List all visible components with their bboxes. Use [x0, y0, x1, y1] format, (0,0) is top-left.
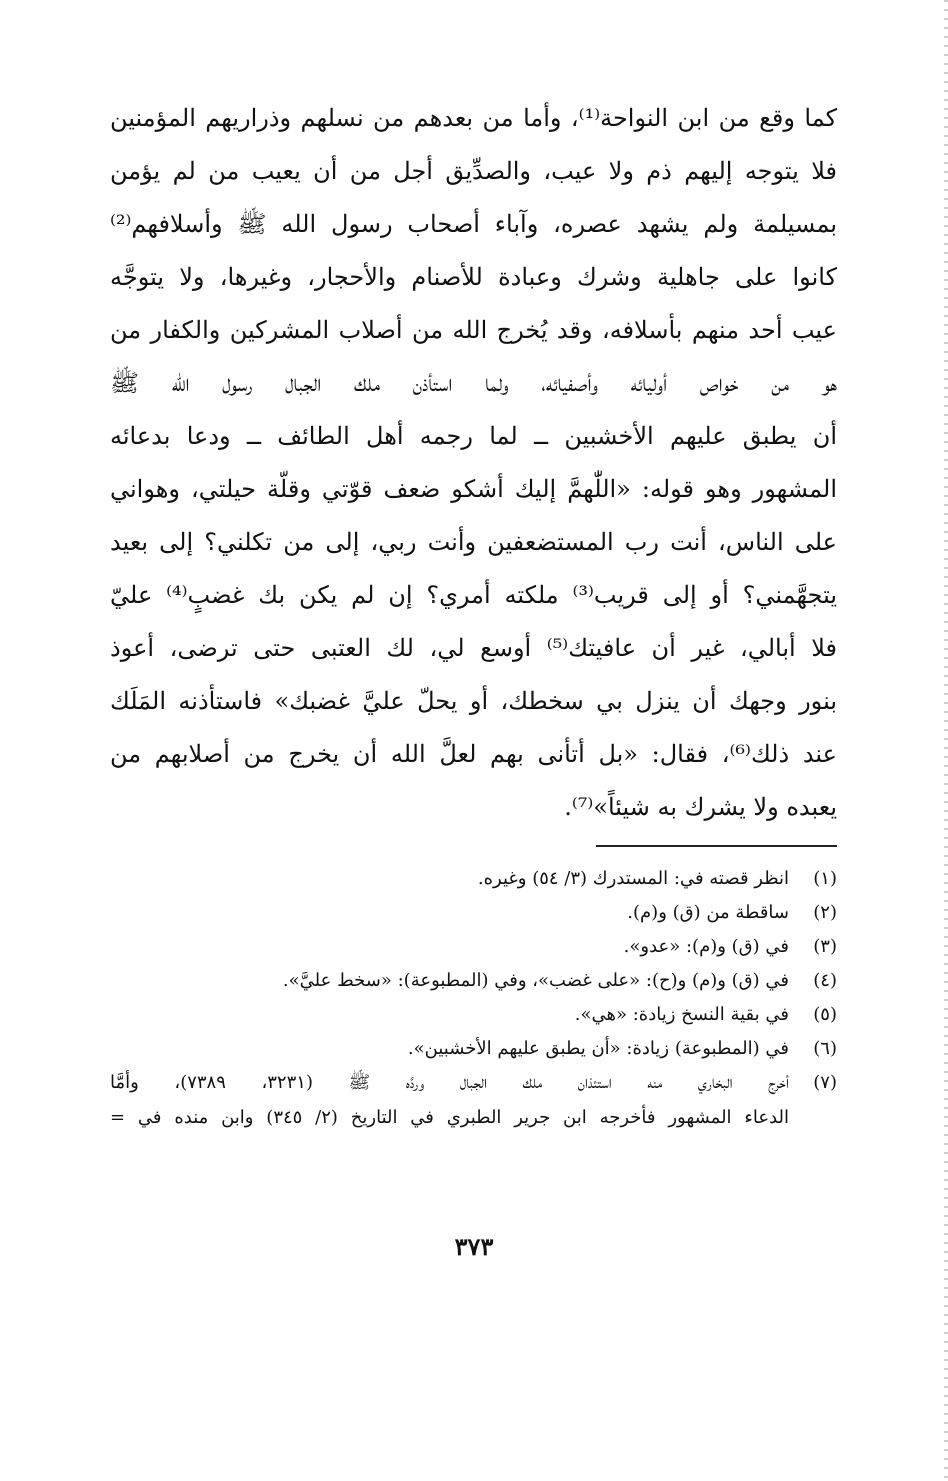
footnote: [110, 930, 837, 964]
text-line: هو من خواص أوليائه وأصفيائه، ولما استأذن ملك الجبال رسول الله ﷺ: [110, 369, 837, 397]
text-line: بنور وجهك أن ينزل بي سخطك، أو يحلّ عليَّ غضبك» فاستأذنه المَلَك: [110, 687, 837, 715]
footnotes-block: [110, 862, 837, 1136]
footnote: [110, 896, 837, 930]
footnote-number: (٥): [813, 1004, 837, 1025]
text-line: أن يطبق عليهم الأخشبين ــ لما رجمه أهل الطائف ــ ودعا بدعائه: [110, 422, 837, 450]
footnote-text: في (المطبوعة) زيادة: «أن يطبق عليهم الأخشبين».: [407, 1038, 789, 1059]
footnote-text: في بقية النسخ زيادة: «هي».: [574, 1004, 789, 1025]
footnote-text: في (ق) و(م) و(ح): «على غضب»، وفي (المطبوعة): «سخط عليَّ».: [282, 970, 789, 991]
text-line: بمسيلمة ولم يشهد عصره، وآباء أصحاب رسول الله ﷺ وأسلافهم⁽²⁾: [110, 210, 837, 238]
footnote-text: أخرج البخاري منه استئذان ملك الجبال وردَّه ﷺ (٣٢٣١، ٧٣٨٩)، وأمَّا: [110, 1072, 789, 1093]
footnote-number: (١): [813, 868, 837, 889]
page-number: ٣٧٣: [454, 1232, 494, 1261]
text-line: عيب أحد منهم بأسلافه، وقد يُخرج الله من أصلاب المشركين والكفار من: [110, 316, 837, 344]
footnote: [110, 964, 837, 998]
footnote-text: ساقطة من (ق) و(م).: [627, 902, 789, 923]
text-line: يعبده ولا يشرك به شيئاً»⁽⁷⁾.: [564, 793, 837, 821]
text-line: على الناس، أنت رب المستضعفين وأنت ربي، إلى من تكلني؟ إلى بعيد: [110, 528, 837, 556]
text-line: فلا أبالي، غير أن عافيتك⁽⁵⁾ أوسع لي، لك العتبى حتى ترضى، أعوذ: [110, 634, 837, 662]
footnote-number: (٢): [813, 902, 837, 923]
footnote-continuation: الدعاء المشهور فأخرجه ابن جرير الطبري في التاريخ (٢/ ٣٤٥) وابن منده في =: [110, 1107, 789, 1128]
footnote-number: (٣): [813, 936, 837, 957]
footnote-text: انظر قصته في: المستدرك (٣/ ٥٤) وغيره.: [477, 868, 789, 889]
text-line: فلا يتوجه إليهم ذم ولا عيب، والصدِّيق أجل من أن يعيب من لم يؤمن: [110, 157, 837, 185]
text-line: كانوا على جاهلية وشرك وعبادة للأصنام والأحجار، وغيرها، ولا يتوجَّه: [110, 263, 837, 291]
footnote: [110, 1066, 837, 1100]
main-text-block: [110, 92, 837, 834]
footnote: [110, 862, 837, 896]
footnote: [110, 1032, 837, 1066]
footnote-number: (٤): [813, 970, 837, 991]
text-line: عند ذلك⁽⁶⁾، فقال: «بل أتأنى بهم لعلَّ الله أن يخرج من أصلابهم من: [110, 740, 837, 768]
footnote-number: (٧): [813, 1072, 837, 1093]
footnote-number: (٦): [813, 1038, 837, 1059]
text-line: كما وقع من ابن النواحة⁽¹⁾، وأما من بعدهم من نسلهم وذراريهم المؤمنين: [110, 104, 837, 132]
footnote-text: في (ق) و(م): «عدو».: [623, 936, 789, 957]
text-line: المشهور وهو قوله: «اللّٰهمَّ إليك أشكو ضعف قوّتي وقلّة حيلتي، وهواني: [110, 475, 837, 503]
footnote-separator: [596, 845, 837, 847]
text-line: يتجهَّمني؟ أو إلى قريب⁽³⁾ ملكته أمري؟ إن لم يكن بك غضبٍ⁽⁴⁾ عليّ: [110, 581, 837, 609]
scan-edge-marks: [944, 0, 948, 1481]
footnote: [110, 998, 837, 1032]
